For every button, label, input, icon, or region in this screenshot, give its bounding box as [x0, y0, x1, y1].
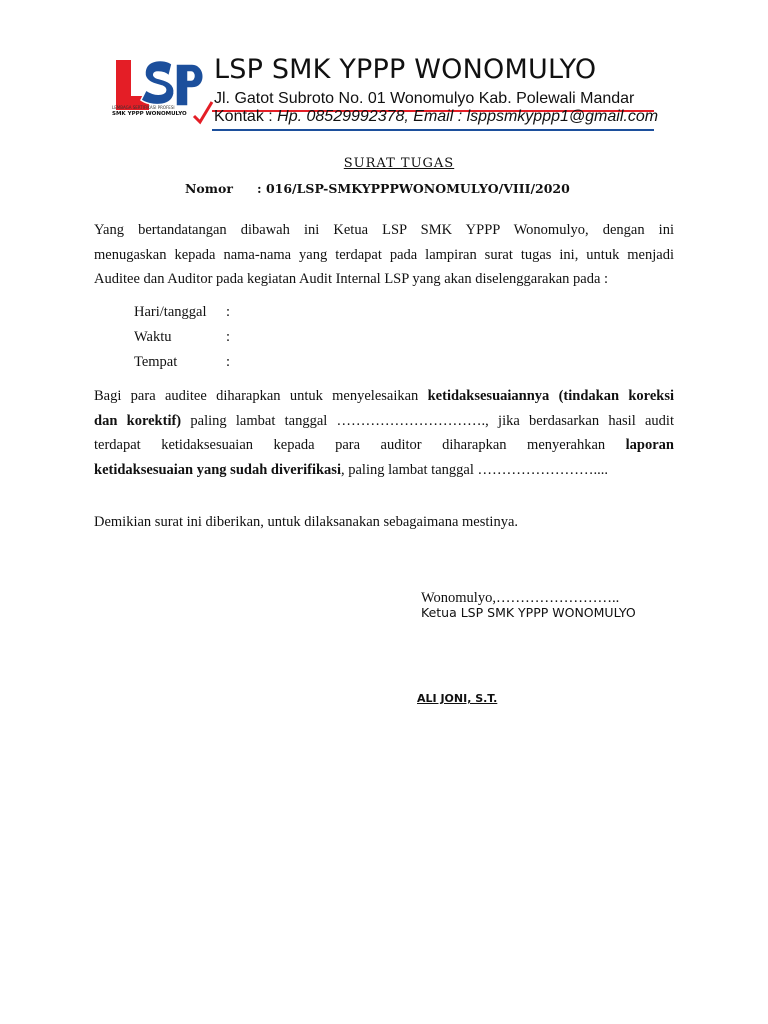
- paragraph-line: [94, 433, 674, 458]
- number-label: Nomor: [185, 181, 233, 196]
- detail-value: :: [226, 304, 231, 320]
- contact-details: Hp. 08529992378, Email : lsppsmkyppp1@gmail.com: [277, 108, 659, 125]
- detail-label: Hari/tanggal: [134, 304, 207, 320]
- number-value: : 016/LSP-SMKYPPPWONOMULYO/VIII/2020: [257, 181, 570, 196]
- logo-subtitle-1: LEMBAGA SERTIFIKASI PROFESI: [112, 105, 175, 110]
- organization-address: Jl. Gatot Subroto No. 01 Wonomulyo Kab. Polewali Mandar: [214, 90, 635, 107]
- closing-paragraph: [94, 510, 674, 535]
- letterhead: [110, 52, 660, 134]
- paragraph-line: [94, 384, 674, 409]
- text-segment: , paling lambat tanggal ……………………....: [340, 461, 608, 478]
- paragraph-line: Demikian surat ini diberikan, untuk dilaksanakan sebagaimana mestinya.: [94, 514, 519, 530]
- bold-segment: laporan: [625, 437, 674, 453]
- detail-label: Waktu: [134, 329, 172, 345]
- text-segment: paling lambat tanggal …………………………., jika berdasarkan hasil audit: [181, 412, 674, 429]
- text-segment: Bagi para auditee diharapkan untuk menyelesaikan: [94, 388, 428, 404]
- paragraph-line: [94, 458, 674, 483]
- document-number: [185, 181, 570, 196]
- signature-place-date: Wonomulyo,……………………..: [421, 590, 620, 606]
- detail-value: :: [226, 329, 231, 345]
- detail-waktu: [134, 329, 230, 346]
- bold-segment: ketidaksesuaian yang sudah diverifikasi: [94, 461, 341, 478]
- bold-segment: ketidaksesuaiannya (tindakan koreksi: [427, 388, 674, 404]
- paragraph-line: menugaskan kepada nama-nama yang terdapat pada lampiran surat tugas ini, untuk menjadi: [94, 246, 674, 263]
- text-segment: terdapat ketidaksesuaian kepada para auditor diharapkan menyerahkan: [94, 437, 626, 453]
- paragraph-line: Yang bertandatangan dibawah ini Ketua LSP SMK YPPP Wonomulyo, dengan ini: [94, 222, 674, 238]
- lsp-logo: [110, 56, 214, 128]
- organization-contact: [214, 108, 658, 126]
- contact-label: Kontak :: [214, 108, 278, 125]
- document-title: SURAT TUGAS: [343, 156, 455, 171]
- logo-subtitle-2: SMK YPPP WONOMULYO: [112, 111, 187, 117]
- organization-name: LSP SMK YPPP WONOMULYO: [214, 54, 597, 85]
- instruction-paragraph: [94, 384, 674, 482]
- signature-role: Ketua LSP SMK YPPP WONOMULYO: [421, 605, 636, 620]
- bold-segment: dan korektif): [94, 412, 182, 429]
- letterhead-blue-rule: [212, 129, 654, 131]
- paragraph-line: [94, 409, 674, 434]
- signatory-name: ALI JONI, S.T.: [417, 692, 498, 705]
- detail-value: :: [226, 354, 231, 370]
- opening-paragraph: [94, 218, 674, 292]
- paragraph-line: Auditee dan Auditor pada kegiatan Audit Internal LSP yang akan diselenggarakan pada :: [94, 271, 609, 287]
- detail-tempat: [134, 354, 230, 371]
- detail-label: Tempat: [134, 354, 178, 370]
- detail-hari-tanggal: [134, 304, 230, 321]
